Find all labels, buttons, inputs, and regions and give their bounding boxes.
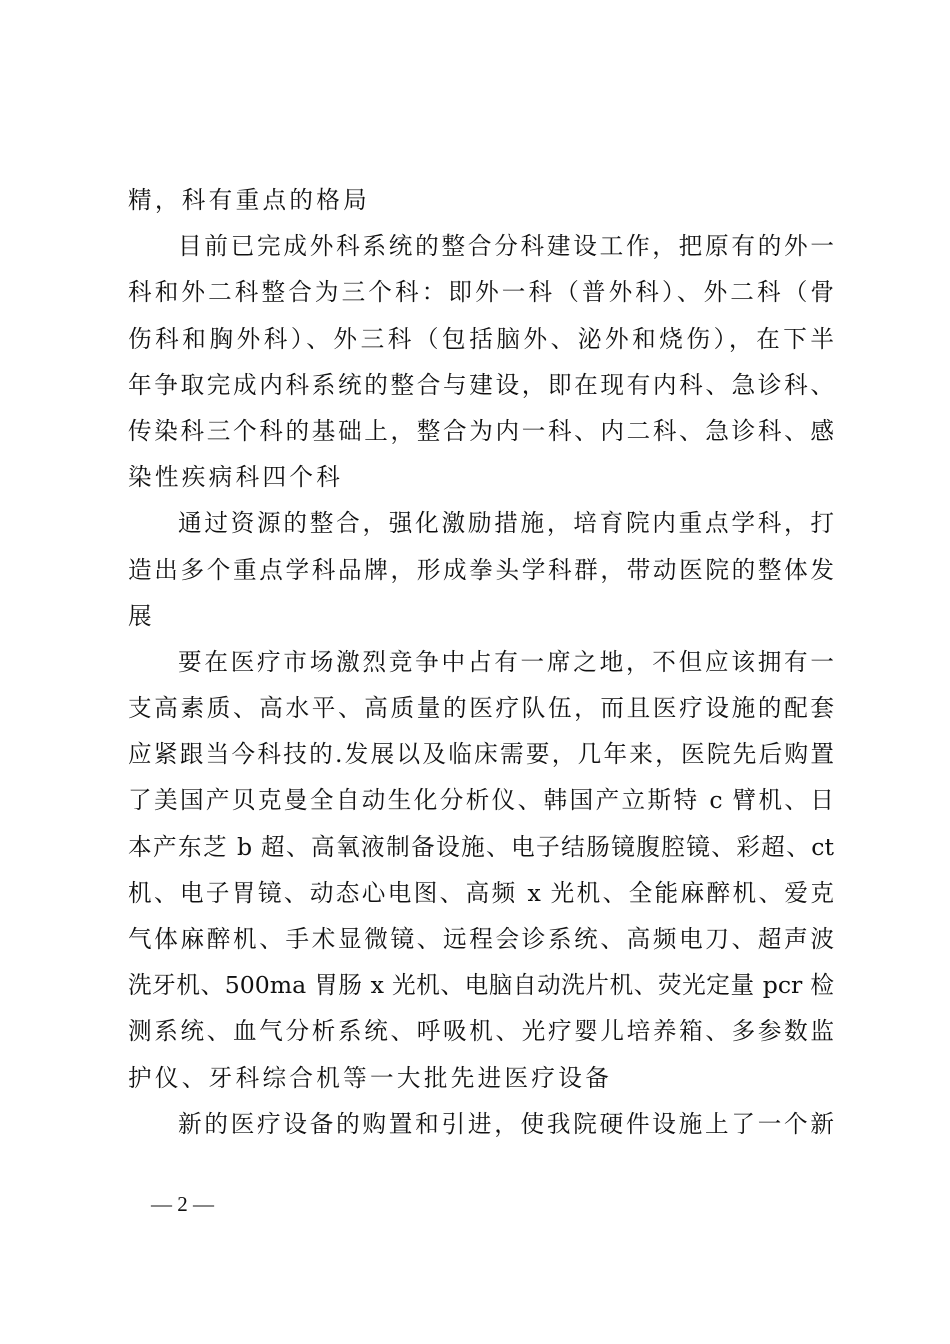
text-line: 测系统、血气分析系统、呼吸机、光疗婴儿培养箱、多参数监 — [128, 1017, 834, 1046]
text-line: 造出多个重点学科品牌，形成拳头学科群，带动医院的整体发 — [128, 555, 834, 584]
text-line: 精，科有重点的格局 — [128, 186, 371, 214]
text-line: 传染科三个科的基础上，整合为内一科、内二科、急诊科、感 — [128, 416, 834, 445]
text-line: 应紧跟当今科技的.发展以及临床需要，几年来，医院先后购置 — [128, 740, 834, 769]
text-line: 支高素质、高水平、高质量的医疗队伍，而且医疗设施的配套 — [128, 694, 834, 723]
text-line: 机、电子胃镜、动态心电图、高频 x 光机、全能麻醉机、爱克 — [128, 878, 834, 907]
text-line: 护仪、牙科综合机等一大批先进医疗设备 — [128, 1063, 613, 1092]
text-line: 伤科和胸外科）、外三科（包括脑外、泌外和烧伤），在下半 — [128, 324, 834, 353]
text-line: 通过资源的整合，强化激励措施，培育院内重点学科，打 — [178, 509, 834, 538]
text-line: 新的医疗设备的购置和引进，使我院硬件设施上了一个新 — [178, 1109, 834, 1138]
text-line: 目前已完成外科系统的整合分科建设工作，把原有的外一 — [178, 232, 834, 261]
text-line: 年争取完成内科系统的整合与建设，即在现有内科、急诊科、 — [128, 370, 834, 399]
body-text — [128, 182, 834, 1152]
text-line: 本产东芝 b 超、高氧液制备设施、电子结肠镜腹腔镜、彩超、ct — [128, 832, 834, 861]
text-line: 染性疾病科四个科 — [128, 463, 344, 492]
text-line: 要在医疗市场激烈竞争中占有一席之地，不但应该拥有一 — [178, 647, 834, 676]
page-number: — 2 — — [151, 1192, 214, 1216]
text-line: 气体麻醉机、手术显微镜、远程会诊系统、高频电刀、超声波 — [128, 925, 834, 953]
text-line: 了美国产贝克曼全自动生化分析仪、韩国产立斯特 c 臂机、日 — [128, 786, 834, 815]
text-line: 展 — [128, 601, 155, 630]
text-line: 科和外二科整合为三个科：即外一科（普外科）、外二科（骨 — [128, 278, 834, 307]
text-line: 洗牙机、500ma 胃肠 x 光机、电脑自动洗片机、荧光定量 pcr 检 — [128, 971, 834, 1000]
